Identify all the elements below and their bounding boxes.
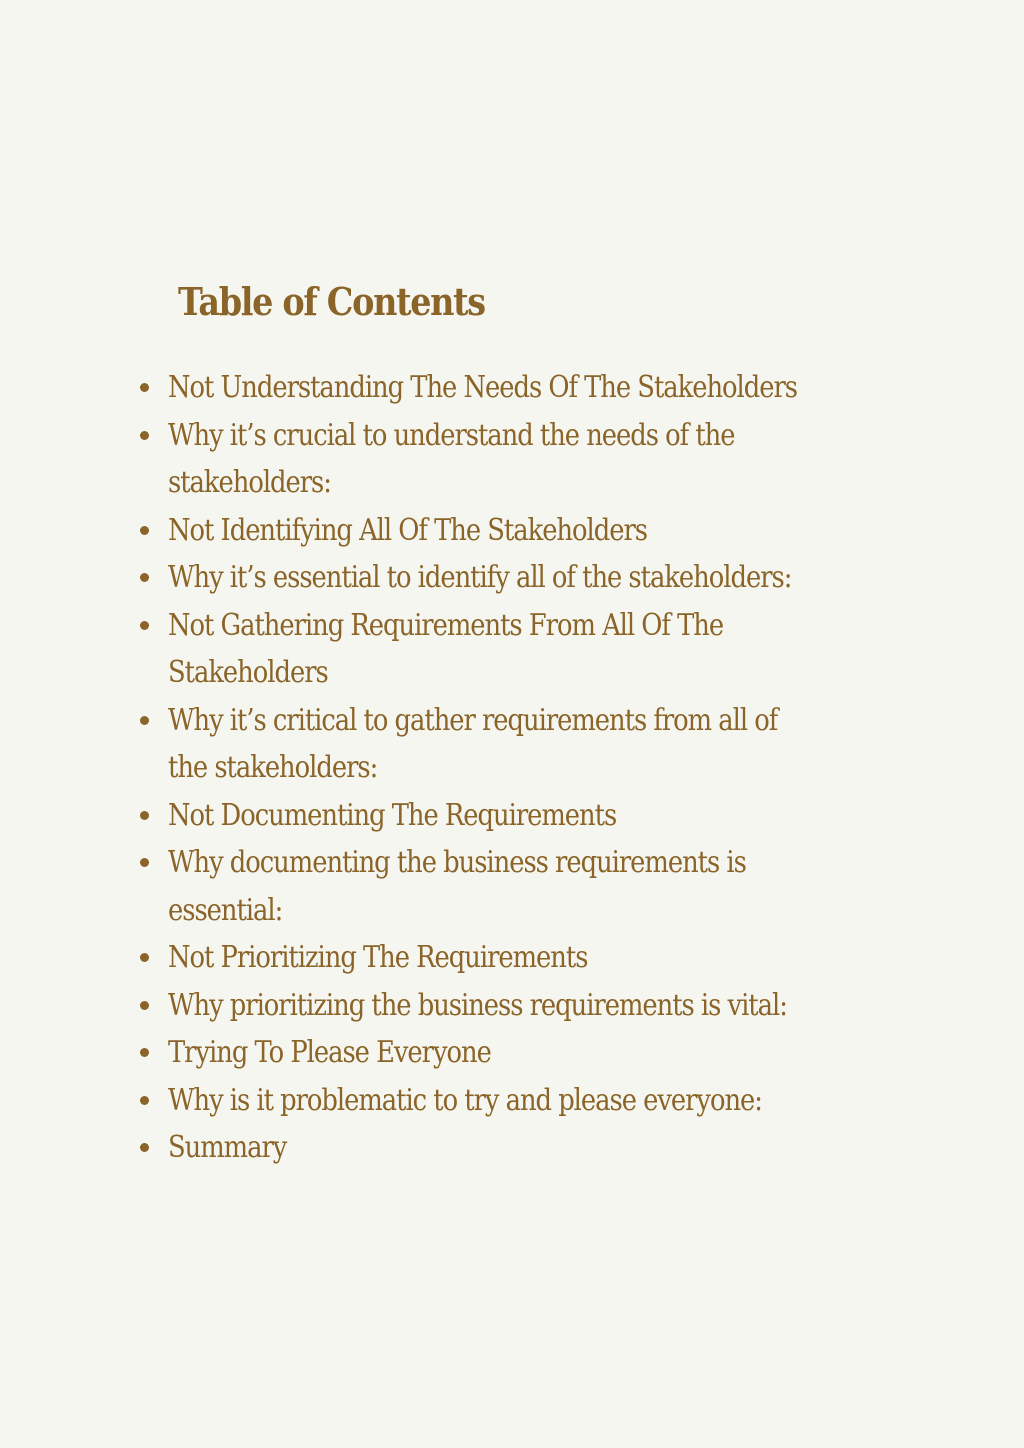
toc-item-line: Not Gathering Requirements From All Of The xyxy=(168,607,724,643)
toc-item-line: Why is it problematic to try and please everyone: xyxy=(168,1082,762,1118)
toc-item[interactable] xyxy=(140,1124,1010,1172)
bullet-icon xyxy=(140,858,149,867)
toc-item-line: Why documenting the business requirements is xyxy=(168,845,746,880)
bullet-icon xyxy=(140,716,149,725)
toc-item-line: Not Documenting The Requirements xyxy=(168,797,617,833)
toc-item-line: the stakeholders: xyxy=(168,750,378,785)
toc-title: Table of Contents xyxy=(178,279,485,324)
toc-item-line: Not Prioritizing The Requirements xyxy=(168,940,588,975)
toc-item-line: Why it’s essential to identify all of the stakeholders: xyxy=(168,560,792,595)
bullet-icon xyxy=(140,953,149,962)
bullet-icon xyxy=(140,573,149,582)
toc-item[interactable] xyxy=(140,364,1010,412)
bullet-icon xyxy=(140,621,149,630)
toc-item[interactable] xyxy=(140,982,1010,1030)
toc-item-line: Why it’s crucial to understand the needs of the xyxy=(168,417,735,453)
bullet-icon xyxy=(140,1048,149,1057)
toc-item[interactable] xyxy=(140,839,1010,934)
toc-item-line: Stakeholders xyxy=(168,655,328,690)
toc-item[interactable] xyxy=(140,1077,1010,1125)
toc-item[interactable] xyxy=(140,602,1010,697)
bullet-icon xyxy=(140,811,149,820)
toc-item[interactable] xyxy=(140,934,1010,982)
toc-list xyxy=(140,364,1010,1172)
toc-item-line: essential: xyxy=(168,892,283,928)
bullet-icon xyxy=(140,431,149,440)
bullet-icon xyxy=(140,1001,149,1010)
toc-item-line: Trying To Please Everyone xyxy=(168,1035,491,1070)
toc-item[interactable] xyxy=(140,1029,1010,1077)
bullet-icon xyxy=(140,383,149,392)
toc-item-line: stakeholders: xyxy=(168,465,331,500)
toc-item[interactable] xyxy=(140,412,1010,507)
toc-item-line: Summary xyxy=(168,1130,287,1165)
toc-item[interactable] xyxy=(140,554,1010,602)
toc-item-line: Why prioritizing the business requirements is vital: xyxy=(168,987,787,1023)
toc-item[interactable] xyxy=(140,697,1010,792)
toc-item-line: Why it’s critical to gather requirements from all of xyxy=(168,702,778,738)
toc-item[interactable] xyxy=(140,792,1010,840)
toc-item-line: Not Identifying All Of The Stakeholders xyxy=(168,512,647,548)
bullet-icon xyxy=(140,1143,149,1152)
toc-item-line: Not Understanding The Needs Of The Stakeholders xyxy=(168,370,798,405)
bullet-icon xyxy=(140,526,149,535)
toc-item[interactable] xyxy=(140,507,1010,555)
bullet-icon xyxy=(140,1096,149,1105)
